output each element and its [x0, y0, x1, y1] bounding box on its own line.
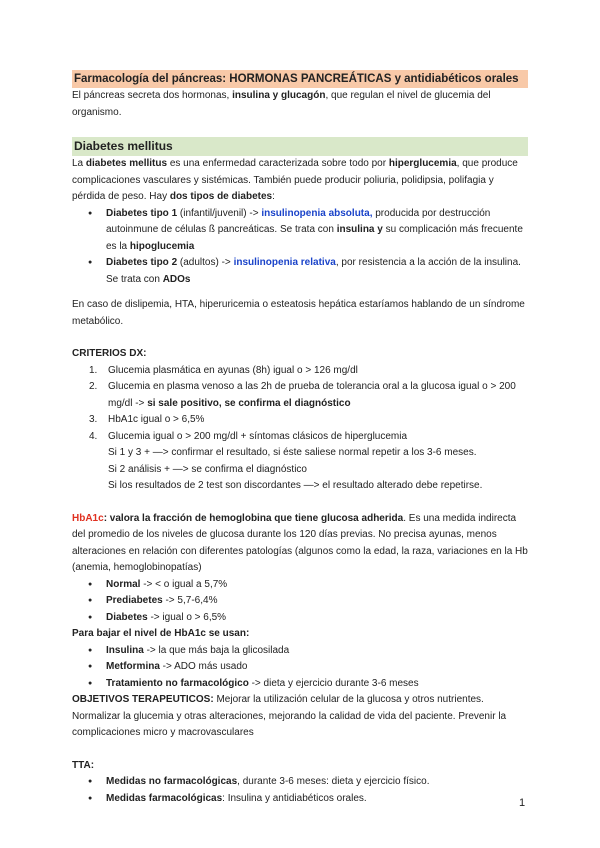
page-number: 1: [519, 797, 526, 809]
hba1c-levels-list: [72, 577, 528, 627]
list-item: 1. Glucemia plasmática en ayunas (8h) igual o > 126 mg/dl: [89, 364, 358, 376]
list-item: ● Medidas farmacológicas: Insulina y antidiabéticos orales.: [72, 791, 528, 808]
tta-header: TTA:: [72, 759, 95, 771]
lower-hba1c-header: Para bajar el nivel de HbA1c se usan:: [72, 628, 250, 639]
criteria-list: [72, 363, 528, 446]
section-header-diabetes: Diabetes mellitus: [72, 137, 528, 156]
list-item: ● Tratamiento no farmacológico -> dieta y ejercicio durante 3-6 meses: [72, 676, 528, 693]
hba1c-paragraph: HbA1c: valora la fracción de hemoglobina que tiene glucosa adherida. Es una medida indirecta del promedio de los niveles de glucosa durante los 120 días previas. No precisa ayunas, menos alteraciones en relación con diferentes patologías (algunos como la edad, la raza, variaciones en la Hb (anemia, hemoglobinopatías): [72, 512, 528, 573]
list-item: ● Metformina -> ADO más usado: [72, 659, 528, 676]
diabetes-paragraph: La diabetes mellitus es una enfermedad caracterizada sobre todo por hiperglucemia, que produce complicaciones vasculares y sistémicas. También puede producir poliuria, polidipsia, polifagia y pérdida de peso. Hay dos tipos de diabetes:: [72, 158, 518, 202]
intro-paragraph: El páncreas secreta dos hormonas, insulina y glucagón, que regulan el nivel de glucemia del organismo.: [72, 90, 491, 118]
criteria-header: CRITERIOS DX:: [72, 348, 147, 359]
metabolic-paragraph: En caso de dislipemia, HTA, hiperuricemia o esteatosis hepática estaríamos hablando de un síndrome metabólico.: [72, 299, 525, 327]
criteria-note: Si 2 análisis + —> se confirma el diagnóstico: [108, 463, 307, 475]
list-item: ● Prediabetes -> 5,7-6,4%: [72, 593, 528, 610]
criteria-note: Si los resultados de 2 test son discordantes —> el resultado alterado debe repetirse.: [108, 480, 483, 491]
list-item: ● Medidas no farmacológicas, durante 3-6 meses: dieta y ejercicio físico.: [72, 774, 528, 791]
objectives-paragraph: OBJETIVOS TERAPEUTICOS: Mejorar la utilización celular de la glucosa y otros nutrientes. Normalizar la glucemia y otras alteraciones, mejorando la calidad de vida del paciente. Prevenir la complicaciones micro y macrovasculares: [72, 694, 507, 738]
list-item: ● Normal -> < o igual a 5,7%: [72, 577, 528, 594]
document-title: Farmacología del páncreas: HORMONAS PANCREÁTICAS y antidiabéticos orales: [72, 70, 528, 88]
criteria-notes: [72, 445, 528, 495]
criteria-note: Si 1 y 3 + —> confirmar el resultado, si éste saliese normal repetir a los 3-6 meses.: [108, 447, 477, 458]
tta-list: [72, 774, 528, 807]
list-item-type1: ● Diabetes tipo 1 (infantil/juvenil) -> insulinopenia absoluta, producida por destrucción autoinmune de células ß pancreáticas. Se trata con insulina y su complicación más frecuente es la hipoglucemia: [72, 206, 528, 256]
list-item: ● Insulina -> la que más baja la glicosilada: [72, 643, 528, 660]
lower-hba1c-list: [72, 643, 528, 693]
list-item-type2: ● Diabetes tipo 2 (adultos) -> insulinopenia relativa, por resistencia a la acción de la insulina. Se trata con ADOs: [72, 255, 528, 288]
list-item: 3. HbA1c igual o > 6,5%: [89, 414, 205, 425]
document-page: [72, 70, 528, 807]
list-item: ● Diabetes -> igual o > 6,5%: [72, 610, 528, 627]
list-item: 4. Glucemia igual o > 200 mg/dl + síntomas clásicos de hiperglucemia: [89, 430, 408, 442]
diabetes-types-list: [72, 206, 528, 289]
list-item: 2. Glucemia en plasma venoso a las 2h de prueba de tolerancia oral a la glucosa igual o > 200 mg/dl -> si sale positivo, se confirma el diagnóstico: [89, 381, 516, 409]
